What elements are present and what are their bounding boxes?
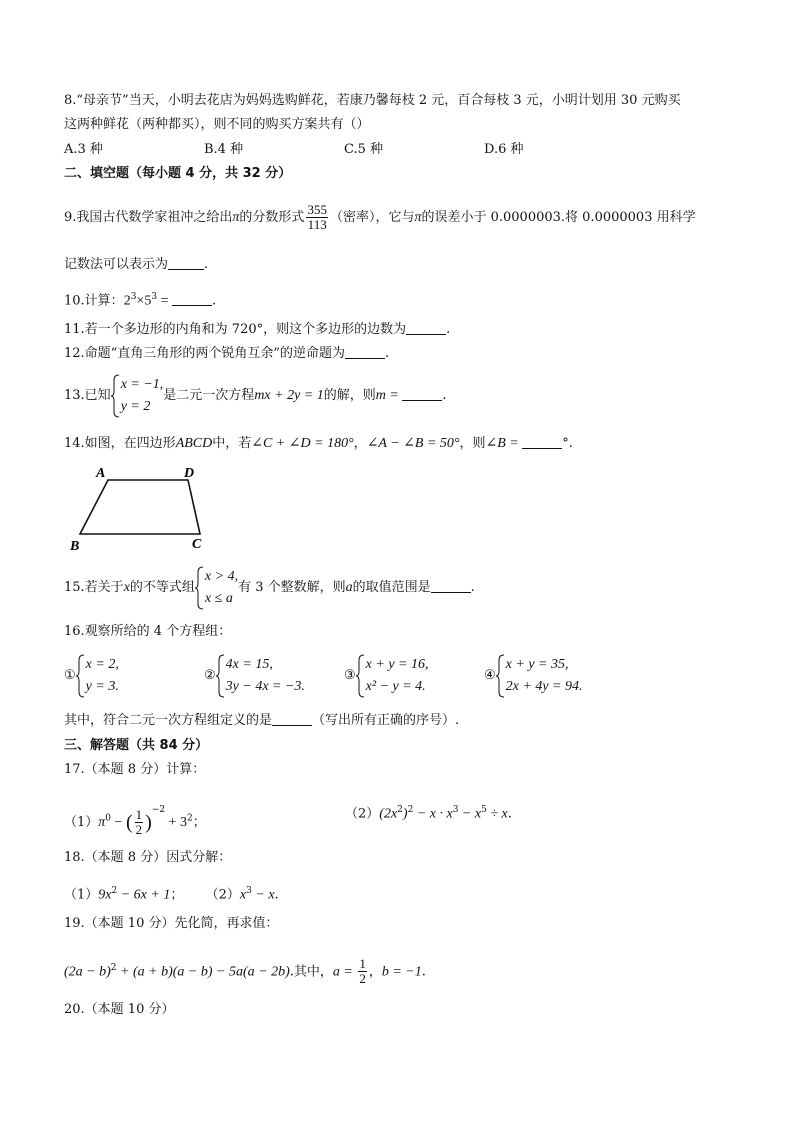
q16-conclusion: 其中，符合二元一次方程组定义的是 （写出所有正确的序号）.	[64, 713, 460, 728]
brace-icon	[111, 374, 120, 418]
q9-fraction: $\frac{355}{113}$	[307, 202, 327, 232]
q19-title: 19.（本题 10 分）先化简，再求值：	[64, 916, 279, 931]
q12-answer-blank[interactable]	[345, 344, 385, 359]
brace-icon	[195, 566, 204, 610]
q16-system-3: ③ x + y = 16, x² − y = 4.	[344, 652, 428, 700]
q13: 13.已知 x = −1, y = 2 是二元一次方程mx + 2y = 1的解，则m = .	[64, 372, 446, 420]
q11: 11.若一个多边形的内角和为 720°，则这个多边形的边数为 .	[64, 322, 451, 337]
q13-answer-blank[interactable]	[402, 386, 442, 401]
q8-option-b: B.4 种	[204, 142, 244, 157]
section-2-title: 二、填空题（每小题 4 分，共 32 分）	[64, 166, 292, 181]
q15-answer-blank[interactable]	[431, 578, 471, 593]
q17-title: 17.（本题 8 分）计算：	[64, 762, 206, 777]
section-3-title: 三、解答题（共 84 分）	[64, 738, 209, 753]
q14-answer-blank[interactable]	[522, 434, 562, 449]
q8-options	[64, 141, 664, 159]
brace-icon	[216, 654, 225, 698]
brace-icon	[356, 654, 365, 698]
brace-icon	[76, 654, 85, 698]
q10-answer-blank[interactable]	[172, 291, 212, 306]
q19-expression: $(2a - b)^2 + (a + b)(a - b) - 5a(a - 2b)$.其中，a = $\frac{1}{2}$ ，b = −1.	[64, 956, 426, 987]
q18-parts: $(1)9x^2 - 6x + 1$； $(2)x^3 - x$.	[64, 886, 279, 903]
q8-option-a: A.3 种	[64, 142, 103, 157]
q16-answer-blank[interactable]	[272, 711, 312, 726]
q16-system-2: ② 4x = 15, 3y − 4x = −3.	[204, 652, 305, 700]
vertex-label-d: D	[184, 466, 195, 481]
q11-answer-blank[interactable]	[406, 320, 446, 335]
q17-part-1: $(1)\pi^0$ − ( $\frac{1}{2}$ )$^{-2} + 3^2$；	[64, 805, 206, 837]
q9-line-2: 记数法可以表示为 .	[64, 257, 209, 272]
q20-title: 20.（本题 10 分）	[64, 1002, 175, 1017]
q16-system-1: ① x = 2, y = 3.	[64, 652, 119, 700]
q8-option-d: D.6 种	[484, 142, 524, 157]
q18-title: 18.（本题 8 分）因式分解：	[64, 850, 232, 865]
q15-system: x > 4, x ≤ a	[195, 566, 238, 610]
q10: 10.计算：$2^3\times 5^3$ = .	[64, 292, 217, 309]
q12: 12.命题“直角三角形的两个锐角互余”的逆命题为 .	[64, 346, 390, 361]
q9-answer-blank[interactable]	[168, 255, 204, 270]
q15: 15.若关于x的不等式组 x > 4, x ≤ a 有 3 个整数解，则a的取值范围是 .	[64, 564, 475, 612]
pi-symbol: π	[414, 210, 422, 225]
q13-system: x = −1, y = 2	[111, 374, 164, 418]
quadrilateral-figure	[64, 462, 224, 552]
q14: 14.如图，在四边形ABCD中，若∠C + ∠D = 180°，∠A − ∠B = 50°，则∠B = °.	[64, 436, 573, 451]
vertex-label-b: B	[70, 539, 80, 552]
pi-symbol: π	[232, 210, 240, 225]
q8-line-1: 8.“母亲节”当天，小明去花店为妈妈选购鲜花，若康乃馨每枝 2 元，百合每枝 3 元，小明计划用 30 元购买	[64, 93, 681, 108]
q8-option-c: C.5 种	[344, 142, 384, 157]
vertex-label-c: C	[192, 537, 202, 552]
quadrilateral-abcd	[80, 480, 200, 534]
q9-line-1: 9.我国古代数学家祖冲之给出π的分数形式 $\frac{355}{113}$ （密率），它与π的误差小于 0.0000003.将 0.0000003 用科学	[64, 202, 696, 232]
q16-system-4: ④ x + y = 35, 2x + 4y = 94.	[484, 652, 582, 700]
q8-line-2: 这两种鲜花（两种都买），则不同的购买方案共有（）	[64, 117, 370, 132]
vertex-label-a: A	[96, 466, 106, 481]
brace-icon	[496, 654, 505, 698]
q16-intro: 16.观察所给的 4 个方程组：	[64, 624, 232, 639]
q16-systems	[64, 652, 744, 700]
q17-part-2: $(2)(2x^2)^2 - x \cdot x^3 - x^5 \div x$.	[345, 805, 512, 822]
